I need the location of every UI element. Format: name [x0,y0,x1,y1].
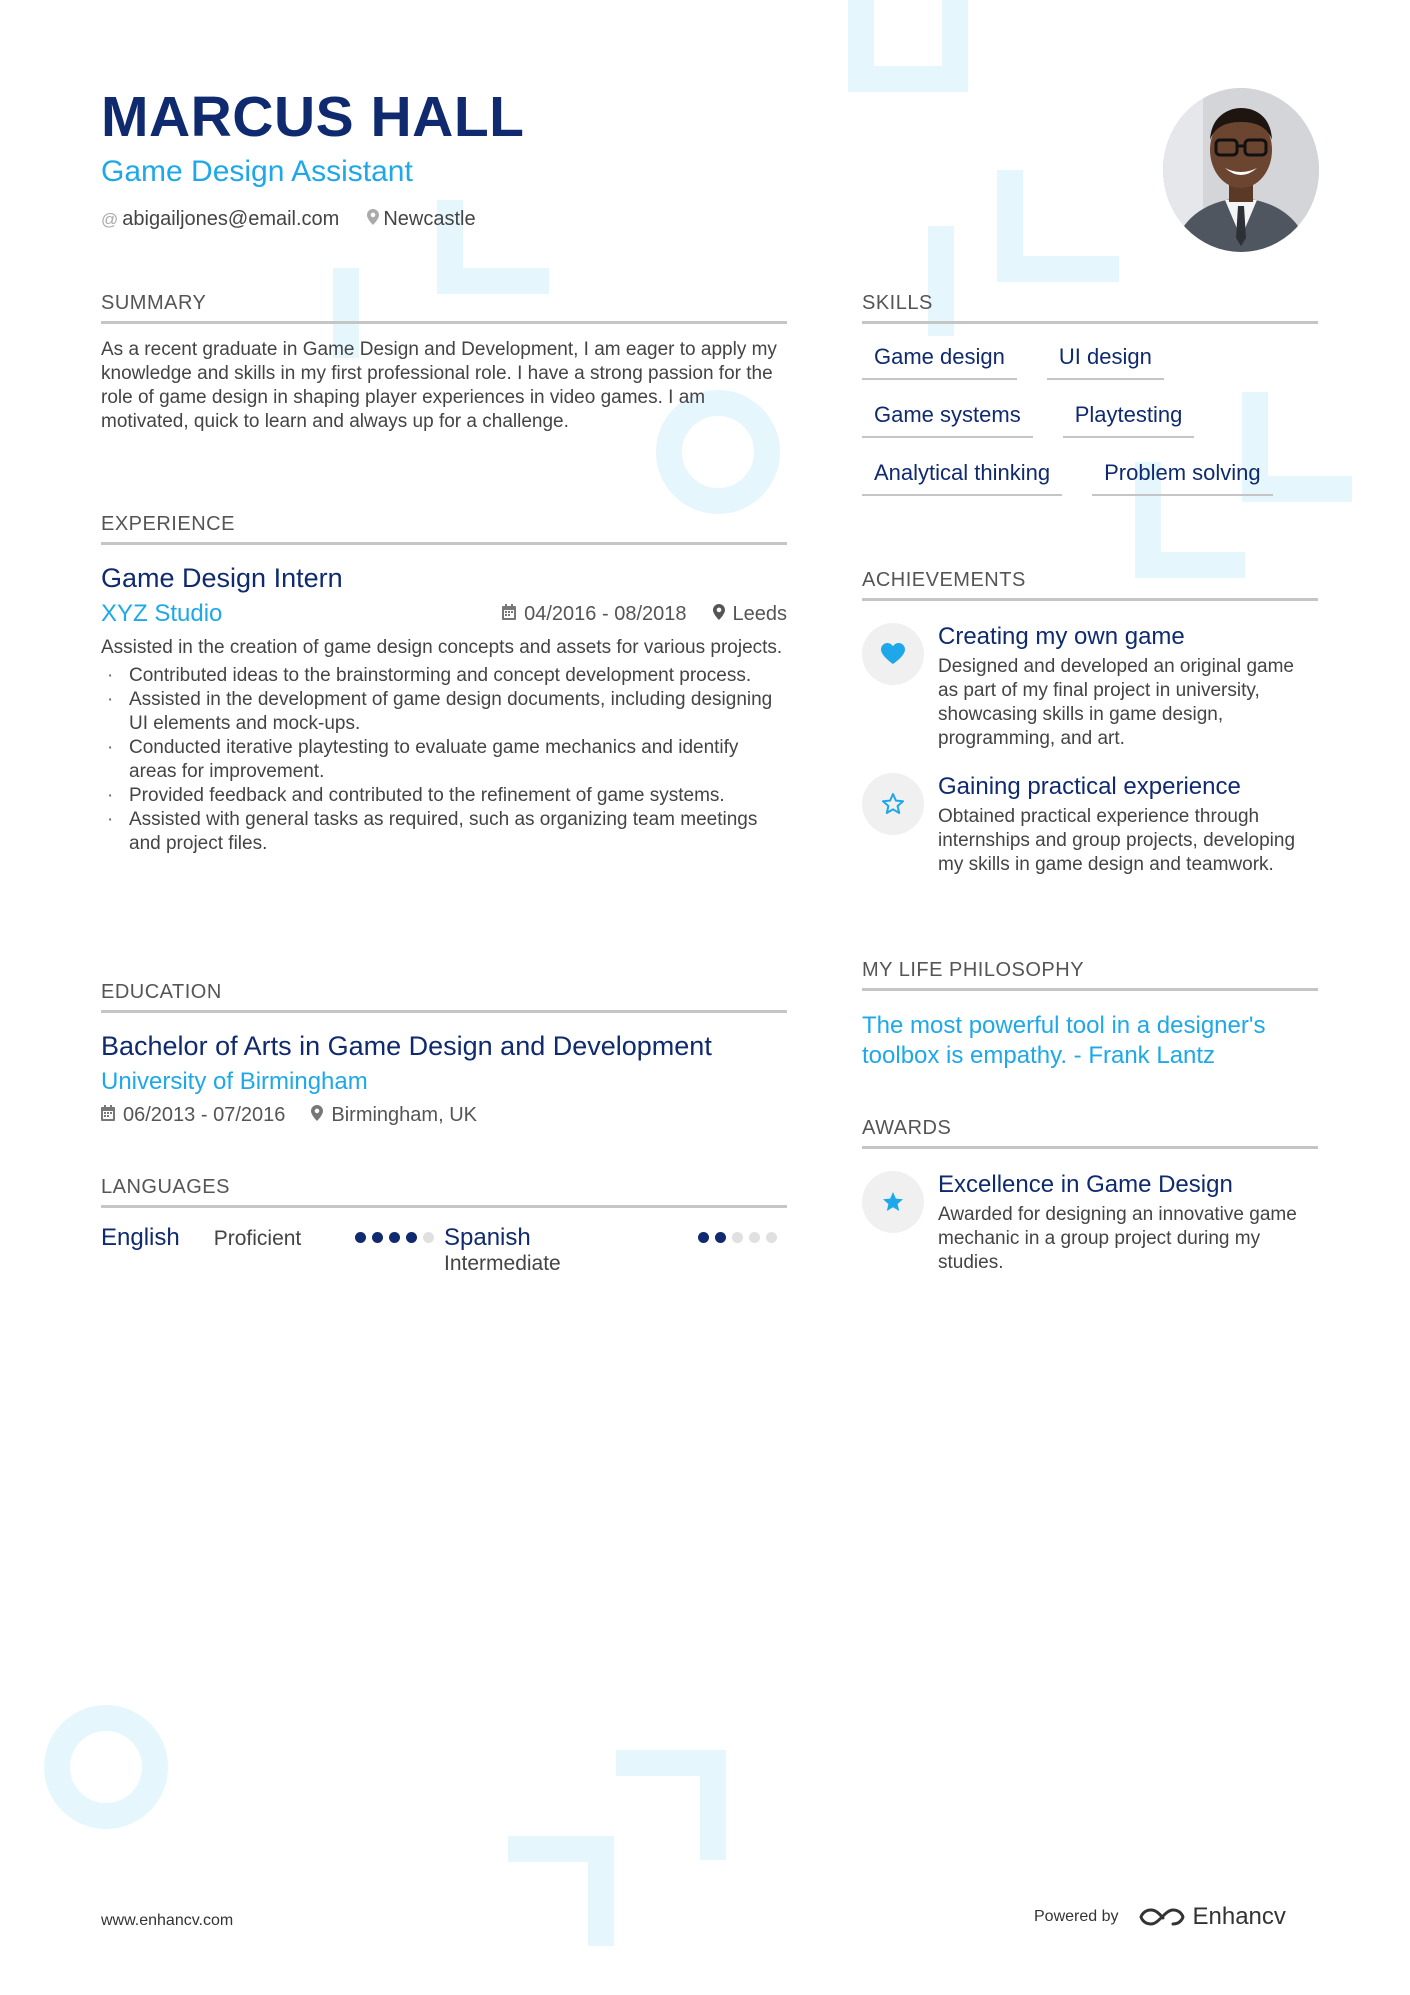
skill-tag: Problem solving [1092,450,1273,496]
location-pin-icon [311,1105,323,1126]
achievement-description: Designed and developed an original game as part of my final project in university, showcasing skills in game design, programming, and art. [938,656,1294,749]
deco-ring [44,1705,168,1829]
star-outline-icon [862,773,924,835]
summary-section [101,292,787,434]
education-section [101,981,787,1127]
job-description: Assisted in the creation of game design concepts and assets for various projects. [101,637,783,658]
education-dates-text: 06/2013 - 07/2016 [123,1104,286,1126]
job-bullet: · Provided feedback and contributed to the refinement of game systems. [101,784,787,808]
profile-photo [1163,88,1319,252]
rating-dot [698,1232,709,1243]
rating-dot [423,1232,434,1243]
location-pin-icon [367,209,379,230]
enhancv-logo[interactable] [1139,1903,1286,1931]
rating-dot [766,1232,777,1243]
email-text: abigailjones@email.com [122,208,340,230]
deco-shape [437,268,549,294]
awards-heading: AWARDS [862,1117,1318,1149]
candidate-title: Game Design Assistant [101,155,413,188]
email-contact[interactable] [101,208,339,231]
location-contact [367,208,475,231]
calendar-icon [101,1105,115,1126]
philosophy-heading: MY LIFE PHILOSOPHY [862,959,1318,991]
deco-shape [700,1750,726,1860]
job-bullet: · Contributed ideas to the brainstorming and concept development process. [101,664,787,688]
deco-shape [997,256,1119,282]
job-bullet: · Conducted iterative playtesting to evaluate game mechanics and identify areas for improvement. [101,736,787,784]
education-location [311,1104,477,1127]
skill-tag: Playtesting [1063,392,1195,438]
job-meta [502,603,787,626]
deco-shape [588,1836,614,1946]
languages-section [101,1176,787,1276]
resume-header [101,82,524,231]
language-level: Intermediate [444,1252,561,1275]
education-location-text: Birmingham, UK [331,1104,477,1126]
skill-tag: Game systems [862,392,1033,438]
skills-section [862,292,1318,508]
awards-section [862,1117,1318,1275]
powered-by-label: Powered by [1034,1908,1119,1925]
job-location [713,603,788,626]
language-item [444,1224,787,1276]
rating-dot [355,1232,366,1243]
achievements-section [862,569,1318,877]
footer-website[interactable]: www.enhancv.com [101,1912,234,1929]
star-icon [862,1171,924,1233]
job-dates-text: 04/2016 - 08/2018 [524,602,687,625]
language-item [101,1224,444,1276]
heart-icon [862,623,924,685]
job-title: Game Design Intern [101,563,343,593]
candidate-name: MARCUS HALL [101,85,525,149]
achievements-heading: ACHIEVEMENTS [862,569,1318,601]
experience-section [101,513,787,856]
achievement-title: Gaining practical experience [938,773,1241,800]
job-meta-row [101,600,787,628]
summary-text: As a recent graduate in Game Design and Development, I am eager to apply my knowledge and skills in my first professional role. I have a strong passion for the role of game design in shaping player experiences in video games. I am motivated, quick to learn and always up for a challenge. [101,339,777,432]
language-name: Spanish [444,1224,531,1251]
language-level: Proficient [213,1227,302,1250]
location-text: Newcastle [383,208,476,230]
job-bullets [101,664,787,856]
contact-info [101,208,524,231]
education-dates [101,1104,285,1127]
enhancv-logo-icon [1139,1906,1185,1928]
achievement-description: Obtained practical experience through internships and group projects, developing my skills in game design and teamwork. [938,806,1296,875]
rating-dot [749,1232,760,1243]
rating-dot [406,1232,417,1243]
company-name: XYZ Studio [101,600,223,627]
skill-tag: Analytical thinking [862,450,1062,496]
school-name: University of Birmingham [101,1068,368,1095]
languages-heading: LANGUAGES [101,1176,787,1208]
rating-dot [389,1232,400,1243]
brand-name: Enhancv [1192,1903,1286,1930]
philosophy-quote: The most powerful tool in a designer's toolbox is empathy. - Frank Lantz [862,1012,1266,1069]
rating-dot [732,1232,743,1243]
language-rating [698,1232,777,1243]
job-dates [502,603,686,626]
rating-dot [715,1232,726,1243]
achievement-title: Creating my own game [938,623,1185,650]
skill-tag: UI design [1047,334,1164,380]
job-bullet: · Assisted in the development of game design documents, including designing UI elements and mock-ups. [101,688,787,736]
calendar-icon [502,604,516,625]
education-heading: EDUCATION [101,981,787,1013]
job-bullet: · Assisted with general tasks as required, such as organizing team meetings and project files. [101,808,787,856]
award-title: Excellence in Game Design [938,1171,1233,1198]
summary-heading: SUMMARY [101,292,787,324]
skill-tag: Game design [862,334,1017,380]
at-icon: @ [101,209,119,229]
degree-title: Bachelor of Arts in Game Design and Development [101,1031,712,1061]
philosophy-section [862,959,1318,1071]
achievement-item [862,623,1318,751]
footer-branding [1034,1903,1286,1931]
award-description: Awarded for designing an innovative game mechanic in a group project during my studies. [938,1204,1297,1273]
job-location-text: Leeds [732,602,787,625]
achievement-item [862,773,1318,877]
skills-heading: SKILLS [862,292,1318,324]
language-list [101,1224,787,1276]
language-rating [355,1232,434,1243]
experience-heading: EXPERIENCE [101,513,787,545]
location-pin-icon [713,604,725,625]
award-item [862,1171,1318,1275]
education-meta [101,1104,787,1127]
skills-list [862,334,1302,508]
rating-dot [372,1232,383,1243]
language-name: English [101,1224,180,1251]
